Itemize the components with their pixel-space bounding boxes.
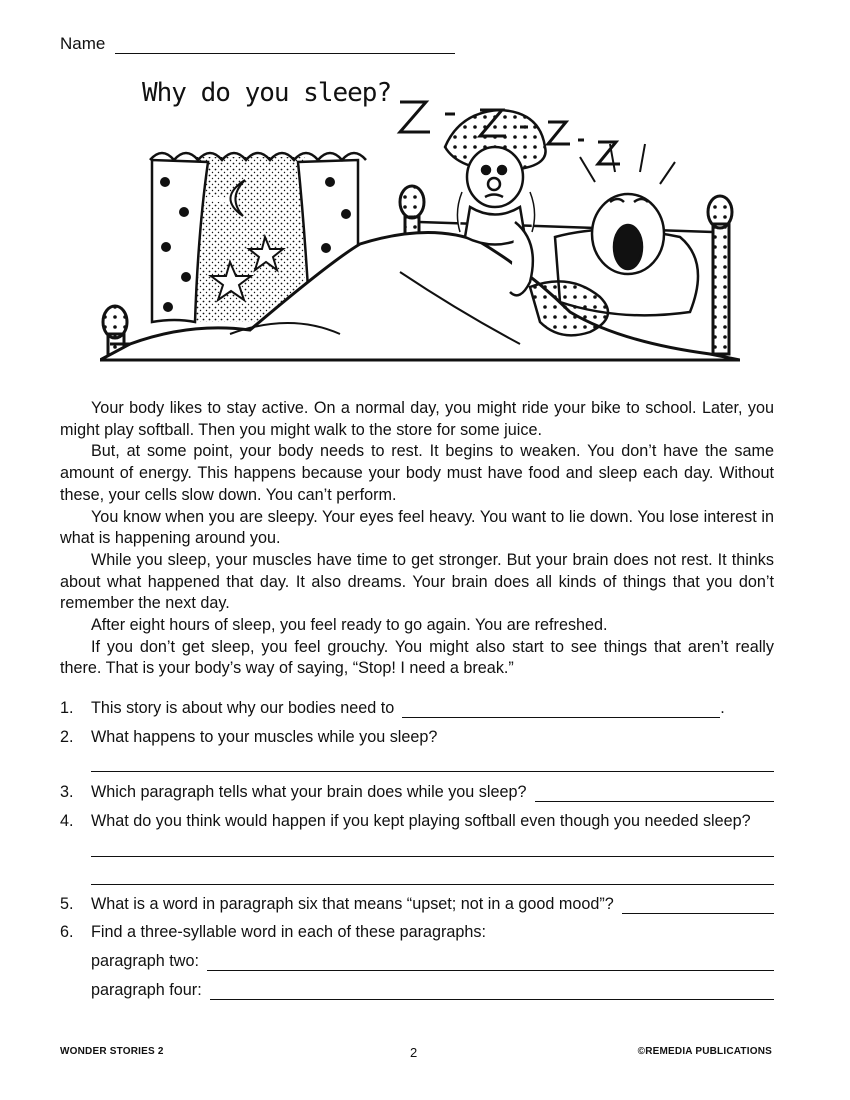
question-3 bbox=[60, 783, 774, 802]
question-text: What do you think would happen if you kept playing softball even though you needed sleep? bbox=[91, 812, 751, 830]
question-text: Which paragraph tells what your brain does while you sleep? bbox=[91, 783, 527, 801]
sub-item-paragraph-two bbox=[91, 952, 774, 971]
question-suffix: . bbox=[720, 699, 725, 717]
story-text bbox=[60, 398, 774, 680]
answer-line-2[interactable] bbox=[91, 771, 774, 772]
question-text: This story is about why our bodies need to bbox=[91, 699, 395, 717]
question-number: 6. bbox=[60, 923, 74, 941]
question-6 bbox=[60, 923, 774, 942]
answer-line-4b[interactable] bbox=[91, 884, 774, 885]
question-number: 5. bbox=[60, 895, 74, 913]
sub-item-label: paragraph two: bbox=[91, 952, 199, 970]
answer-blank-6b[interactable] bbox=[210, 984, 774, 1000]
name-row bbox=[60, 34, 455, 54]
answer-blank-3[interactable] bbox=[535, 786, 774, 802]
footer-book-title: WONDER STORIES 2 bbox=[60, 1046, 164, 1057]
question-text: Find a three-syllable word in each of these paragraphs: bbox=[91, 923, 487, 941]
answer-blank-6a[interactable] bbox=[207, 955, 774, 971]
sleep-illustration bbox=[100, 72, 740, 364]
answer-line-4a[interactable] bbox=[91, 856, 774, 857]
question-number: 2. bbox=[60, 728, 74, 746]
footer-publisher: ©REMEDIA PUBLICATIONS bbox=[637, 1046, 772, 1057]
question-4 bbox=[60, 812, 774, 831]
question-text: What is a word in paragraph six that means “upset; not in a good mood”? bbox=[91, 895, 614, 913]
boy-snoring bbox=[530, 144, 698, 335]
sub-item-paragraph-four bbox=[91, 981, 774, 1000]
question-5 bbox=[60, 895, 774, 914]
question-number: 4. bbox=[60, 812, 74, 830]
story-paragraph: If you don’t get sleep, you feel grouchy. You might also start to see things that aren’t really there. That is your body’s way of saying, “Stop! I need a break.” bbox=[60, 637, 774, 678]
page-number: 2 bbox=[410, 1045, 418, 1060]
answer-blank-1[interactable] bbox=[402, 702, 720, 718]
question-2 bbox=[60, 728, 774, 747]
question-number: 1. bbox=[60, 699, 74, 717]
question-1 bbox=[60, 699, 774, 718]
story-paragraph: After eight hours of sleep, you feel ready to go again. You are refreshed. bbox=[91, 616, 608, 635]
sub-item-label: paragraph four: bbox=[91, 981, 202, 999]
story-paragraph: But, at some point, your body needs to rest. It begins to weaken. You don’t have the same amount of energy. This happens because your body must have food and sleep each day. Without these, your cells slow down. You can’t perform. bbox=[60, 442, 774, 504]
question-number: 3. bbox=[60, 783, 74, 801]
story-paragraph: While you sleep, your muscles have time to get stronger. But your brain does not rest. It thinks about what happened that day. It also dreams. Your brain does all kinds of things that you don’t remember the next day. bbox=[60, 550, 774, 613]
story-paragraph: You know when you are sleepy. Your eyes feel heavy. You want to lie down. You lose interest in what is happening around you. bbox=[60, 507, 774, 548]
question-text: What happens to your muscles while you sleep? bbox=[91, 728, 438, 746]
name-blank[interactable] bbox=[115, 35, 455, 54]
answer-blank-5[interactable] bbox=[622, 898, 774, 914]
story-paragraph: Your body likes to stay active. On a normal day, you might ride your bike to school. Later, you might play softball. Then you might walk to the store for some juice. bbox=[60, 399, 774, 439]
name-label: Name bbox=[60, 34, 106, 53]
illustration-title: Why do you sleep? bbox=[142, 78, 392, 108]
